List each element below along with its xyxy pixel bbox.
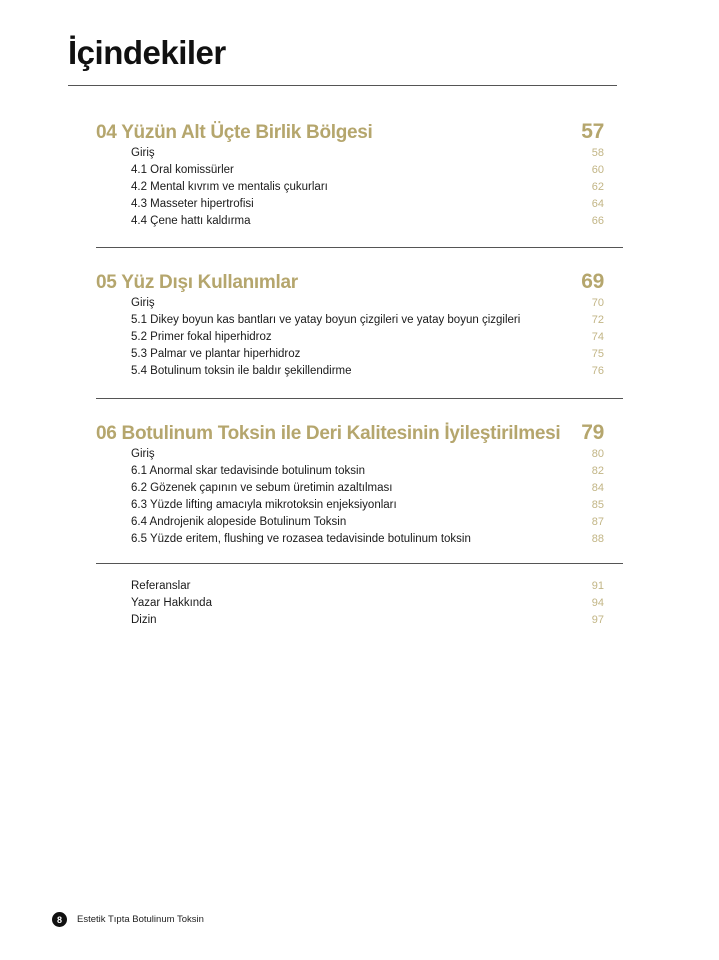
entry-label: 6.2 Gözenek çapının ve sebum üretimin azaltılması: [131, 482, 393, 494]
entry-label: 4.2 Mental kıvrım ve mentalis çukurları: [131, 181, 328, 193]
toc-entry[interactable]: [96, 346, 604, 363]
toc-entry[interactable]: [96, 329, 604, 346]
running-title: Estetik Tıpta Botulinum Toksin: [77, 914, 204, 925]
entry-page: 66: [591, 215, 604, 227]
toc-entry[interactable]: [96, 497, 604, 514]
page-title: İçindekiler: [68, 34, 226, 71]
entry-page: 75: [591, 348, 604, 360]
section-title: Yüzün Alt Üçte Birlik Bölgesi: [121, 122, 373, 143]
toc-entry[interactable]: [96, 514, 604, 531]
toc-entry[interactable]: [96, 363, 604, 380]
section-number: 05: [96, 272, 117, 293]
section-number: 06: [96, 423, 117, 444]
entry-label: 4.4 Çene hattı kaldırma: [131, 215, 251, 227]
section-header[interactable]: [96, 270, 604, 294]
toc-entry[interactable]: [96, 480, 604, 497]
entry-label: 5.2 Primer fokal hiperhidroz: [131, 331, 272, 343]
entry-page: 76: [591, 365, 604, 377]
entry-label: Yazar Hakkında: [131, 597, 212, 609]
entry-page: 62: [591, 181, 604, 193]
section-header[interactable]: [96, 421, 604, 445]
entry-page: 85: [591, 499, 604, 511]
entry-page: 64: [591, 198, 604, 210]
toc-entry[interactable]: [96, 531, 604, 548]
entry-label: 4.1 Oral komissürler: [131, 164, 234, 176]
section-divider: [96, 563, 623, 564]
section-page: 69: [581, 270, 604, 293]
section-divider: [96, 398, 623, 399]
toc-entry[interactable]: [96, 312, 604, 329]
section-title: Botulinum Toksin ile Deri Kalitesinin İyileştirilmesi: [121, 423, 561, 444]
toc-section-05: [96, 270, 604, 380]
entry-page: 72: [591, 314, 604, 326]
entry-page: 91: [591, 580, 604, 592]
entry-page: 60: [591, 164, 604, 176]
toc-entry[interactable]: [96, 612, 604, 629]
entry-page: 87: [591, 516, 604, 528]
entry-label: 6.1 Anormal skar tedavisinde botulinum toksin: [131, 465, 365, 477]
toc-entry[interactable]: [96, 578, 604, 595]
entry-label: 6.5 Yüzde eritem, flushing ve rozasea tedavisinde botulinum toksin: [131, 533, 471, 545]
entry-page: 58: [591, 147, 604, 159]
section-divider: [96, 247, 623, 248]
toc-entry[interactable]: [96, 213, 604, 230]
section-page: 79: [581, 421, 604, 444]
toc-entry[interactable]: [96, 145, 604, 162]
section-heading: [96, 121, 373, 145]
entry-page: 80: [591, 448, 604, 460]
toc-entry[interactable]: [96, 196, 604, 213]
entry-page: 70: [591, 297, 604, 309]
toc-entry[interactable]: [96, 446, 604, 463]
toc-entry[interactable]: [96, 162, 604, 179]
entry-label: Dizin: [131, 614, 157, 626]
section-number: 04: [96, 122, 117, 143]
toc-entry[interactable]: [96, 179, 604, 196]
page-footer: [52, 912, 204, 927]
entry-label: 4.3 Masseter hipertrofisi: [131, 198, 254, 210]
toc-entry[interactable]: [96, 463, 604, 480]
entry-label: 5.1 Dikey boyun kas bantları ve yatay boyun çizgileri ve yatay boyun çizgileri: [131, 314, 521, 326]
toc-section-06: [96, 421, 604, 548]
entry-page: 88: [591, 533, 604, 545]
entry-label: 5.3 Palmar ve plantar hiperhidroz: [131, 348, 301, 360]
entry-page: 97: [591, 614, 604, 626]
entry-page: 82: [591, 465, 604, 477]
toc-entry[interactable]: [96, 295, 604, 312]
toc-entry[interactable]: [96, 595, 604, 612]
entry-label: Giriş: [131, 297, 155, 309]
entry-page: 84: [591, 482, 604, 494]
toc-backmatter: [96, 578, 604, 629]
page-number-badge: 8: [52, 912, 67, 927]
entry-label: 6.4 Androjenik alopeside Botulinum Toksin: [131, 516, 347, 528]
title-divider: [68, 85, 617, 86]
section-heading: [96, 271, 298, 295]
section-header[interactable]: [96, 120, 604, 144]
toc-section-04: [96, 120, 604, 230]
section-page: 57: [581, 120, 604, 143]
entry-label: Giriş: [131, 147, 155, 159]
section-heading: [96, 422, 560, 446]
section-title: Yüz Dışı Kullanımlar: [121, 272, 298, 293]
entry-page: 94: [591, 597, 604, 609]
entry-page: 74: [591, 331, 604, 343]
entry-label: 6.3 Yüzde lifting amacıyla mikrotoksin enjeksiyonları: [131, 499, 397, 511]
entry-label: Referanslar: [131, 580, 191, 592]
entry-label: Giriş: [131, 448, 155, 460]
entry-label: 5.4 Botulinum toksin ile baldır şekillendirme: [131, 365, 352, 377]
